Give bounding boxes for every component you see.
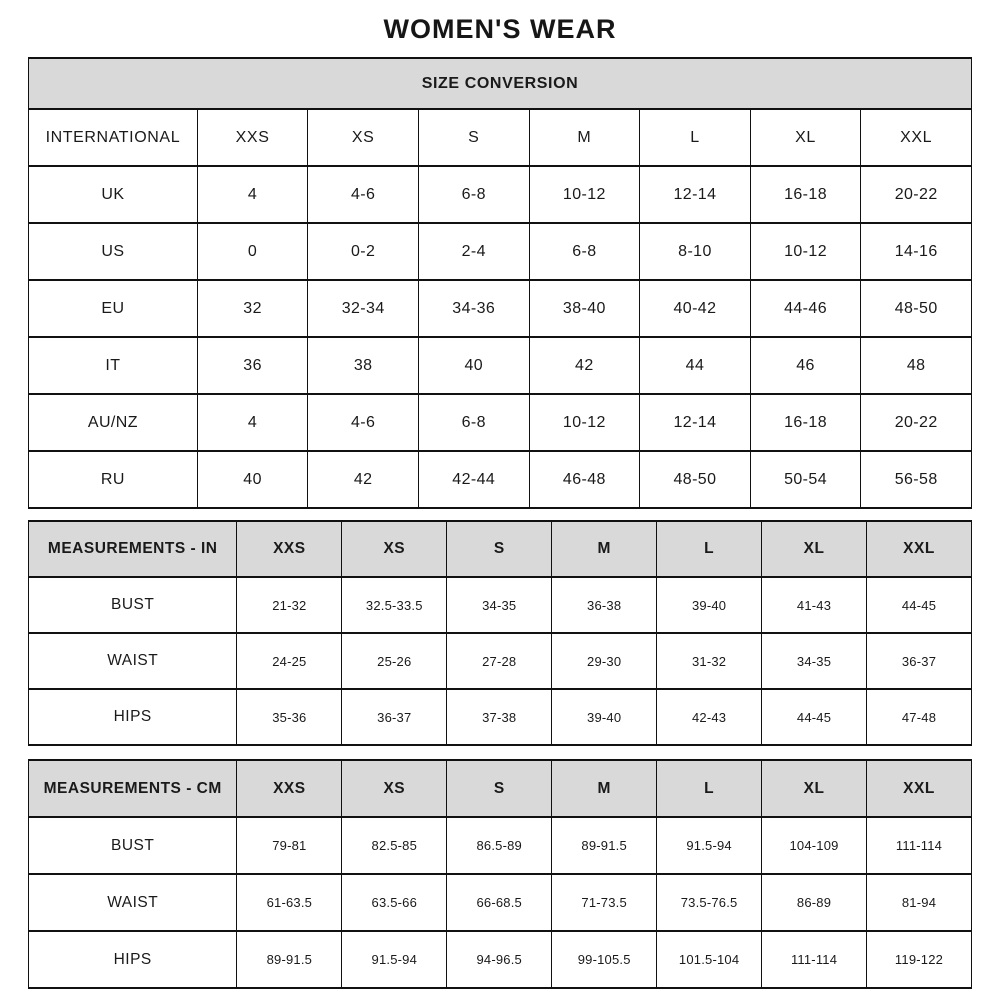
column-header-xs: XS <box>342 521 447 577</box>
table-cell: 38-40 <box>529 280 640 337</box>
table-cell: 101.5-104 <box>657 931 762 988</box>
table-cell: 40 <box>197 451 308 508</box>
row-label: AU/NZ <box>29 394 198 451</box>
table-cell: 8-10 <box>640 223 751 280</box>
table-cell: 104-109 <box>762 817 867 874</box>
table-cell: 39-40 <box>657 577 762 633</box>
table-cell: 46 <box>750 337 861 394</box>
table-cell: 12-14 <box>640 394 751 451</box>
measurements-in-table <box>28 520 972 746</box>
table-row-bust-cm <box>29 817 972 874</box>
measurements-in-title: MEASUREMENTS - IN <box>29 521 237 577</box>
table-cell: 66-68.5 <box>447 874 552 931</box>
column-header-m: M <box>529 109 640 166</box>
table-cell: 36-37 <box>867 633 972 689</box>
table-cell: 44-46 <box>750 280 861 337</box>
table-cell: 4-6 <box>308 166 419 223</box>
table-cell: 73.5-76.5 <box>657 874 762 931</box>
table-row <box>29 760 972 817</box>
table-cell: 42 <box>308 451 419 508</box>
table-cell: 6-8 <box>418 394 529 451</box>
row-label: EU <box>29 280 198 337</box>
table-cell: 6-8 <box>529 223 640 280</box>
table-row-hips-cm <box>29 931 972 988</box>
table-cell: 32-34 <box>308 280 419 337</box>
table-row <box>29 521 972 577</box>
table-cell: 86.5-89 <box>447 817 552 874</box>
table-row-ru <box>29 451 972 508</box>
table-cell: 44 <box>640 337 751 394</box>
table-cell: 4 <box>197 394 308 451</box>
table-cell: 4-6 <box>308 394 419 451</box>
table-cell: 91.5-94 <box>657 817 762 874</box>
table-row-it <box>29 337 972 394</box>
table-cell: 111-114 <box>867 817 972 874</box>
size-conversion-table <box>28 57 972 509</box>
table-cell: 79-81 <box>237 817 342 874</box>
table-cell: 36 <box>197 337 308 394</box>
column-header-xl: XL <box>762 521 867 577</box>
column-header-xs: XS <box>308 109 419 166</box>
row-label: IT <box>29 337 198 394</box>
measurements-cm-table <box>28 759 972 989</box>
table-cell: 32 <box>197 280 308 337</box>
table-cell: 48 <box>861 337 972 394</box>
column-header-international: INTERNATIONAL <box>29 109 198 166</box>
column-header-l: L <box>640 109 751 166</box>
table-cell: 71-73.5 <box>552 874 657 931</box>
measurements-cm-title: MEASUREMENTS - CM <box>29 760 237 817</box>
table-cell: 38 <box>308 337 419 394</box>
table-cell: 2-4 <box>418 223 529 280</box>
column-header-m: M <box>552 760 657 817</box>
table-cell: 16-18 <box>750 394 861 451</box>
table-cell: 21-32 <box>237 577 342 633</box>
column-header-xxl: XXL <box>867 760 972 817</box>
column-header-l: L <box>657 521 762 577</box>
table-cell: 50-54 <box>750 451 861 508</box>
column-header-l: L <box>657 760 762 817</box>
table-cell: 61-63.5 <box>237 874 342 931</box>
table-cell: 42 <box>529 337 640 394</box>
table-cell: 63.5-66 <box>342 874 447 931</box>
column-header-m: M <box>552 521 657 577</box>
row-label: HIPS <box>29 689 237 745</box>
table-row-eu <box>29 280 972 337</box>
table-cell: 24-25 <box>237 633 342 689</box>
table-cell: 81-94 <box>867 874 972 931</box>
table-cell: 40 <box>418 337 529 394</box>
table-cell: 91.5-94 <box>342 931 447 988</box>
table-cell: 34-35 <box>447 577 552 633</box>
table-cell: 10-12 <box>529 394 640 451</box>
table-row-bust-in <box>29 577 972 633</box>
table-cell: 29-30 <box>552 633 657 689</box>
table-cell: 20-22 <box>861 394 972 451</box>
table-cell: 34-36 <box>418 280 529 337</box>
row-label: WAIST <box>29 633 237 689</box>
table-cell: 46-48 <box>529 451 640 508</box>
table-cell: 36-37 <box>342 689 447 745</box>
table-row-uk <box>29 166 972 223</box>
table-cell: 16-18 <box>750 166 861 223</box>
table-cell: 42-43 <box>657 689 762 745</box>
table-cell: 0 <box>197 223 308 280</box>
column-header-s: S <box>418 109 529 166</box>
table-cell: 35-36 <box>237 689 342 745</box>
table-row <box>29 109 972 166</box>
column-header-s: S <box>447 760 552 817</box>
table-cell: 89-91.5 <box>552 817 657 874</box>
table-cell: 94-96.5 <box>447 931 552 988</box>
table-cell: 14-16 <box>861 223 972 280</box>
page-title: WOMEN'S WEAR <box>383 14 617 44</box>
table-row <box>29 58 972 109</box>
table-cell: 0-2 <box>308 223 419 280</box>
column-header-xl: XL <box>762 760 867 817</box>
table-cell: 36-38 <box>552 577 657 633</box>
table-cell: 32.5-33.5 <box>342 577 447 633</box>
table-row-us <box>29 223 972 280</box>
table-cell: 41-43 <box>762 577 867 633</box>
table-cell: 31-32 <box>657 633 762 689</box>
table-cell: 44-45 <box>762 689 867 745</box>
row-label: RU <box>29 451 198 508</box>
table-cell: 34-35 <box>762 633 867 689</box>
table-cell: 111-114 <box>762 931 867 988</box>
column-header-xxs: XXS <box>197 109 308 166</box>
table-cell: 48-50 <box>640 451 751 508</box>
table-cell: 25-26 <box>342 633 447 689</box>
table-cell: 6-8 <box>418 166 529 223</box>
size-conversion-title: SIZE CONVERSION <box>29 58 972 109</box>
table-cell: 99-105.5 <box>552 931 657 988</box>
column-header-s: S <box>447 521 552 577</box>
column-header-xl: XL <box>750 109 861 166</box>
table-cell: 37-38 <box>447 689 552 745</box>
table-cell: 82.5-85 <box>342 817 447 874</box>
column-header-xs: XS <box>342 760 447 817</box>
table-cell: 44-45 <box>867 577 972 633</box>
row-label: UK <box>29 166 198 223</box>
column-header-xxl: XXL <box>861 109 972 166</box>
table-cell: 27-28 <box>447 633 552 689</box>
table-row-waist-in <box>29 633 972 689</box>
table-cell: 39-40 <box>552 689 657 745</box>
table-cell: 47-48 <box>867 689 972 745</box>
column-header-xxs: XXS <box>237 760 342 817</box>
table-cell: 48-50 <box>861 280 972 337</box>
table-cell: 56-58 <box>861 451 972 508</box>
table-cell: 89-91.5 <box>237 931 342 988</box>
table-cell: 4 <box>197 166 308 223</box>
column-header-xxl: XXL <box>867 521 972 577</box>
table-row-waist-cm <box>29 874 972 931</box>
table-cell: 20-22 <box>861 166 972 223</box>
table-cell: 10-12 <box>529 166 640 223</box>
table-row-aunz <box>29 394 972 451</box>
table-cell: 10-12 <box>750 223 861 280</box>
row-label: BUST <box>29 577 237 633</box>
table-row-hips-in <box>29 689 972 745</box>
row-label: HIPS <box>29 931 237 988</box>
table-cell: 42-44 <box>418 451 529 508</box>
row-label: US <box>29 223 198 280</box>
row-label: BUST <box>29 817 237 874</box>
column-header-xxs: XXS <box>237 521 342 577</box>
table-cell: 86-89 <box>762 874 867 931</box>
table-cell: 119-122 <box>867 931 972 988</box>
table-cell: 40-42 <box>640 280 751 337</box>
table-cell: 12-14 <box>640 166 751 223</box>
row-label: WAIST <box>29 874 237 931</box>
